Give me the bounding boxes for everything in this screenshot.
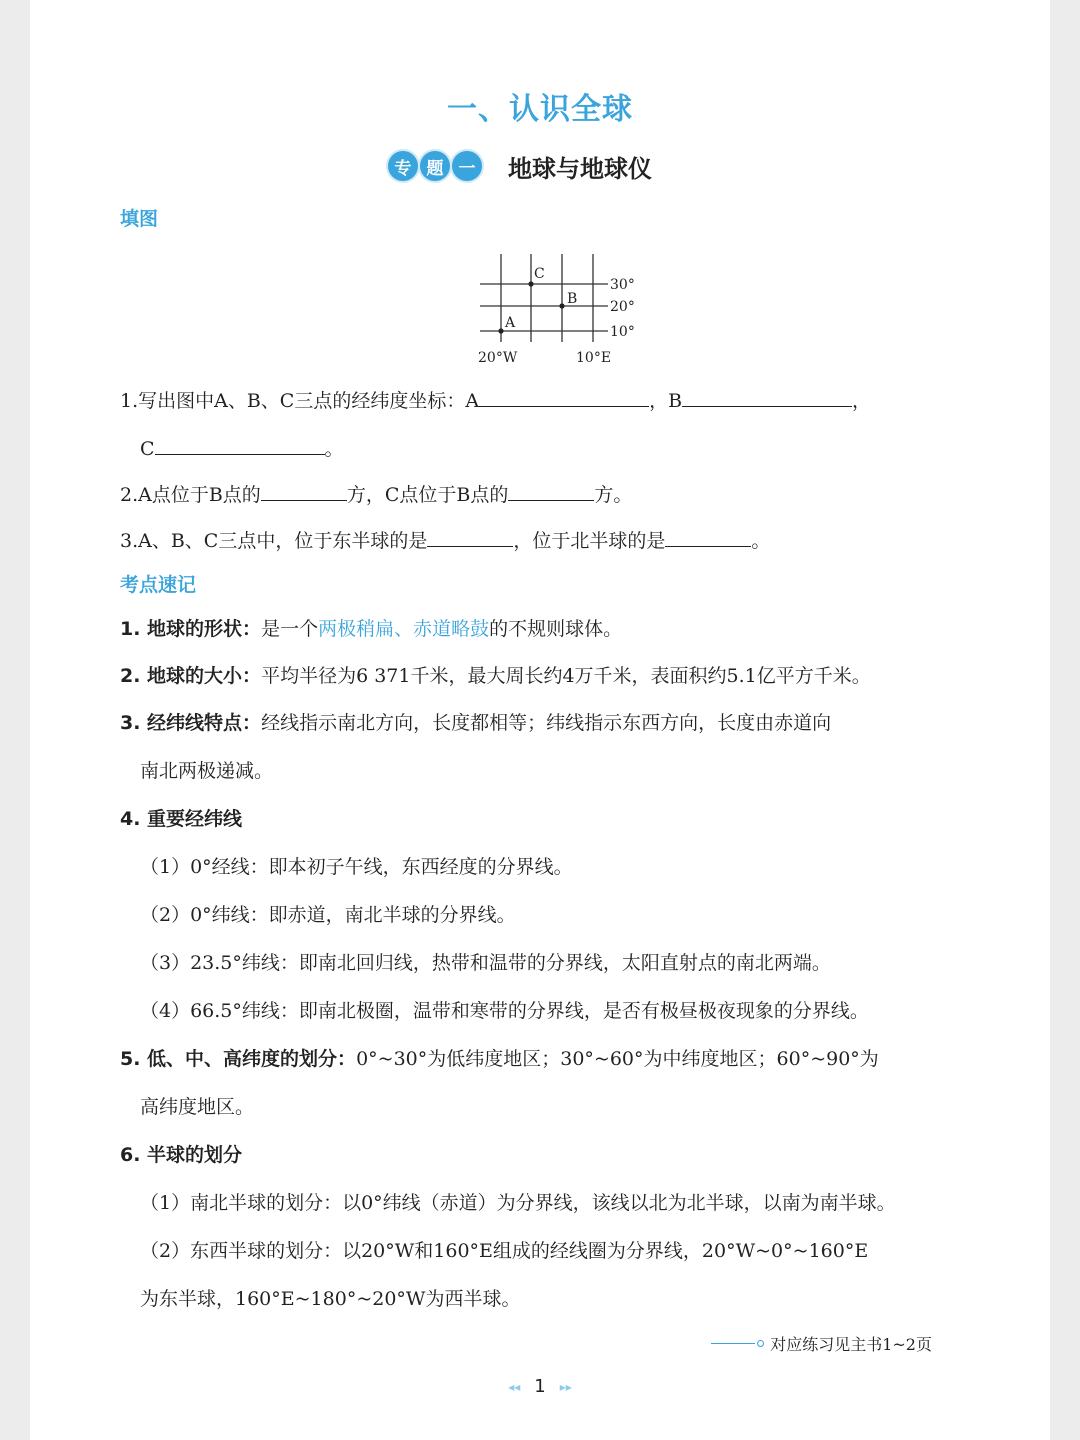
point-1-highlight-2: 赤道略鼓 — [413, 618, 490, 640]
answer-blank-b[interactable] — [682, 386, 852, 407]
reference-note — [711, 1332, 932, 1355]
next-page-icon[interactable]: ▸▸ — [559, 1379, 572, 1394]
answer-blank-a[interactable] — [479, 386, 649, 407]
point-1-head: 1. 地球的形状： — [120, 618, 262, 640]
answer-blank-direction-2[interactable] — [508, 480, 594, 501]
q1-sep: ， — [852, 390, 872, 412]
q1-text-a: 1.写出图中A、B、C三点的经纬度坐标：A — [120, 390, 480, 412]
point-5-cont: 高纬度地区。 — [140, 1096, 255, 1118]
point-4-item-2: （2）0°纬线：即赤道，南北半球的分界线。 — [140, 904, 516, 926]
topic-pill: 题 — [418, 149, 452, 183]
chapter-title: 一、认识全球 — [447, 92, 633, 127]
page-number: 1 — [534, 1376, 546, 1397]
q1-end: 。 — [324, 438, 344, 460]
point-4-item-4: （4）66.5°纬线：即南北极圈，温带和寒带的分界线，是否有极昼极夜现象的分界线。 — [140, 1000, 869, 1022]
page — [30, 0, 1050, 1440]
q1-text-b: ，B — [649, 390, 683, 412]
point-6-item-2-cont: 为东半球，160°E~180°~20°W为西半球。 — [140, 1288, 521, 1310]
point-2-head: 2. 地球的大小： — [120, 665, 262, 687]
point-c-dot — [528, 281, 533, 286]
question-3 — [120, 526, 770, 554]
point-1 — [120, 616, 622, 642]
point-1-sep: 、 — [394, 618, 414, 640]
point-5 — [120, 1046, 879, 1072]
question-1-cont — [140, 434, 344, 462]
point-6-head: 6. 半球的划分 — [120, 1144, 243, 1166]
point-label-a: A — [505, 315, 516, 331]
point-5-head: 5. 低、中、高纬度的划分： — [120, 1048, 357, 1070]
point-label-b: B — [567, 291, 578, 307]
point-2-text: 平均半径为6 371千米，最大周长约4万千米，表面积约5.1亿平方千米。 — [261, 665, 871, 687]
section-key-points: 考点速记 — [120, 574, 197, 596]
topic-header — [386, 146, 652, 186]
lon-label-20w: 20°W — [478, 350, 518, 366]
prev-page-icon[interactable]: ◂◂ — [508, 1379, 521, 1394]
point-6-item-2: （2）东西半球的划分：以20°W和160°E组成的经线圈为分界线，20°W~0°~160°E — [140, 1240, 869, 1262]
point-5-text: 0°~30°为低纬度地区；30°~60°为中纬度地区；60°~90°为 — [356, 1048, 879, 1070]
point-4-item-3: （3）23.5°纬线：即南北回归线，热带和温带的分界线，太阳直射点的南北两端。 — [140, 952, 831, 974]
point-b-dot — [559, 303, 564, 308]
point-3-cont: 南北两极递减。 — [140, 760, 274, 782]
point-label-c: C — [534, 266, 545, 282]
reference-text: 对应练习见主书1~2页 — [770, 1335, 932, 1354]
lat-label-30: 30° — [610, 277, 635, 293]
lon-label-10e: 10°E — [576, 350, 612, 366]
point-2 — [120, 663, 871, 689]
latlon-grid-diagram — [470, 246, 660, 372]
answer-blank-eastern[interactable] — [427, 526, 513, 547]
topic-pill: 专 — [386, 149, 420, 183]
q2-text-a: 2.A点位于B点的 — [120, 484, 261, 506]
point-1-highlight-1: 两极稍扁 — [318, 618, 395, 640]
topic-name: 地球与地球仪 — [508, 154, 652, 183]
lat-label-20: 20° — [610, 299, 635, 315]
reference-line-icon — [711, 1343, 755, 1344]
page-nav — [30, 1376, 1050, 1397]
point-3 — [120, 710, 831, 736]
topic-pill: 一 — [450, 149, 484, 183]
q2-text-b: 方，C点位于B点的 — [346, 484, 509, 506]
q2-text-c: 方。 — [594, 484, 633, 506]
section-fill-map: 填图 — [120, 208, 159, 230]
reference-dot-icon — [757, 1340, 764, 1347]
topic-pills — [386, 149, 482, 183]
answer-blank-direction-1[interactable] — [261, 480, 347, 501]
question-2 — [120, 480, 632, 508]
point-3-head: 3. 经纬线特点： — [120, 712, 262, 734]
q3-text-a: 3.A、B、C三点中，位于东半球的是 — [120, 530, 428, 552]
answer-blank-c[interactable] — [155, 434, 325, 455]
answer-blank-northern[interactable] — [665, 526, 751, 547]
point-1-text-b: 的不规则球体。 — [489, 618, 623, 640]
question-1 — [120, 386, 871, 414]
q3-text-b: ，位于北半球的是 — [513, 530, 666, 552]
point-4-item-1: （1）0°经线：即本初子午线，东西经度的分界线。 — [140, 856, 573, 878]
q3-text-c: 。 — [751, 530, 771, 552]
point-1-text-a: 是一个 — [261, 618, 319, 640]
point-3-text: 经线指示南北方向，长度都相等；纬线指示东西方向，长度由赤道向 — [261, 712, 832, 734]
point-6-item-1: （1）南北半球的划分：以0°纬线（赤道）为分界线，该线以北为北半球，以南为南半球。 — [140, 1192, 896, 1214]
point-a-dot — [498, 328, 503, 333]
point-4-head: 4. 重要经纬线 — [120, 808, 243, 830]
q1-text-c: C — [140, 438, 155, 460]
lat-label-10: 10° — [610, 324, 635, 340]
